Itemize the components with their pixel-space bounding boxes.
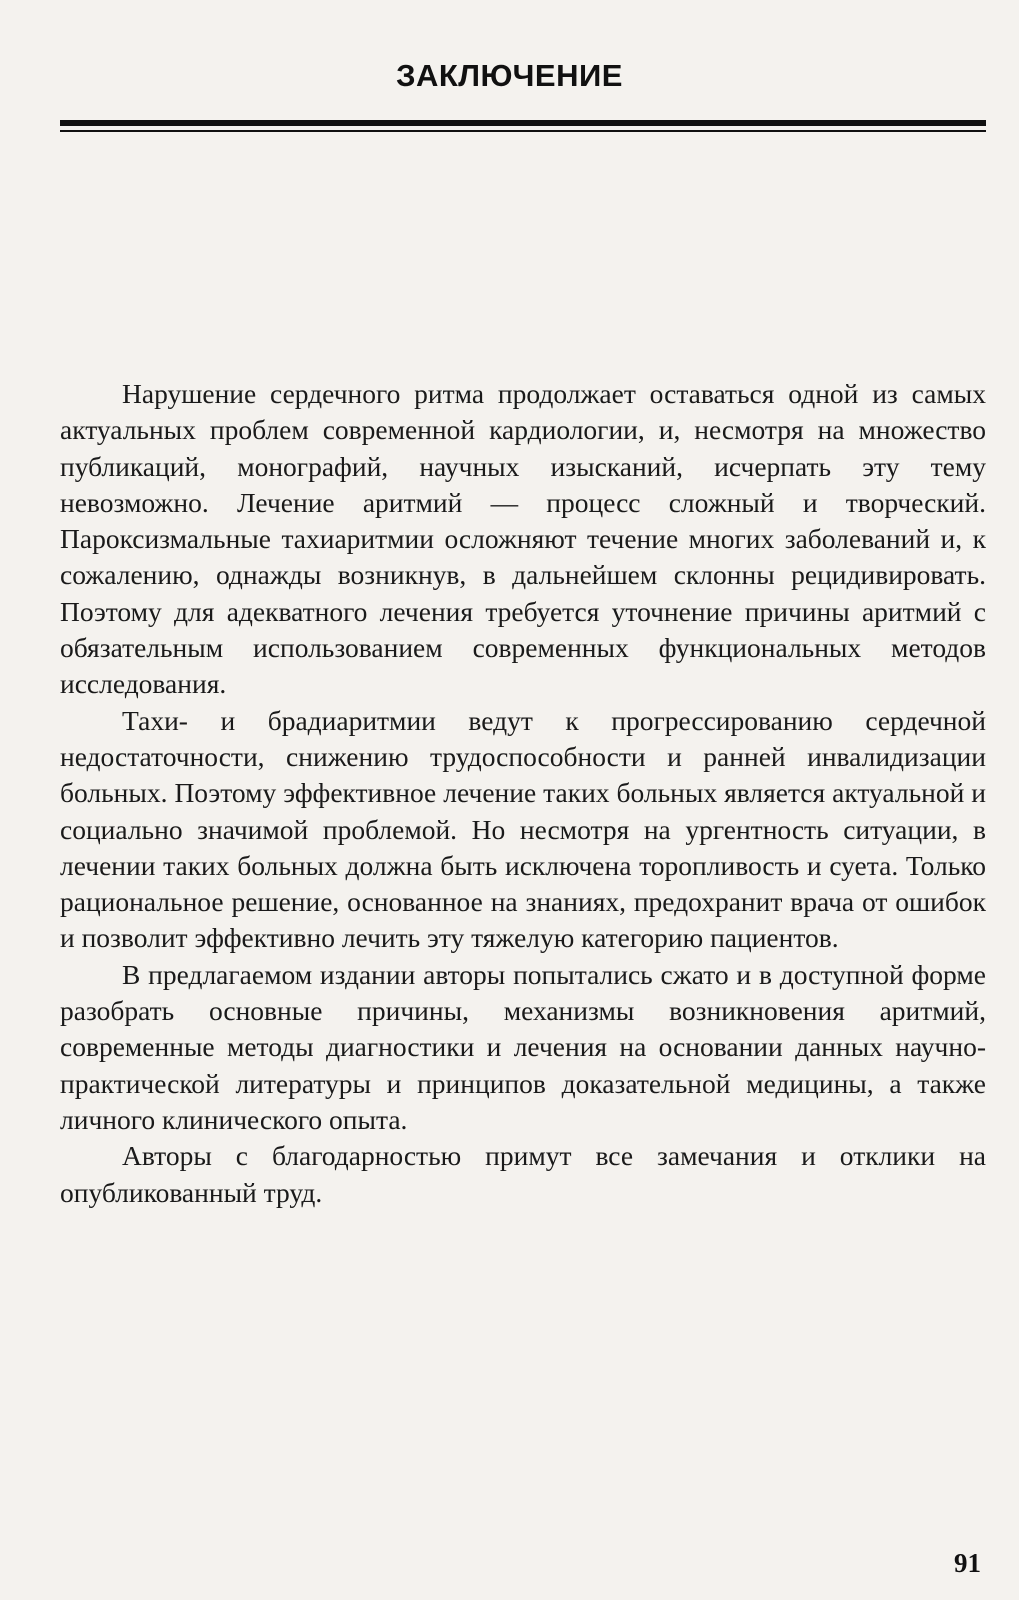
page-title: ЗАКЛЮЧЕНИЕ xyxy=(396,58,623,93)
title-rule-thick xyxy=(60,120,986,126)
title-rule-thin xyxy=(60,130,986,132)
paragraph: В предлагаемом издании авторы попытались сжато и в доступной форме разобрать основные причины, механизмы возникновения аритмий, современные методы диагностики и лечения на основании данных научно-практической литературы и принципов доказательной медицины, а также личного клинического опыта. xyxy=(60,958,986,1135)
page-number: 91 xyxy=(954,1548,981,1578)
paragraph: Нарушение сердечного ритма продолжает оставаться одной из самых актуальных проблем современной кардиологии, и, несмотря на множество публикаций, монографий, научных изысканий, исчерпать эту тему невозможно. Лечение аритмий — процесс сложный и творческий. Пароксизмальные тахиаритмии осложняют течение многих заболеваний и, к сожалению, однажды возникнув, в дальнейшем склонны рецидивировать. Поэтому для адекватного лечения требуется уточнение причины аритмий с обязательным использованием современных функциональных методов исследования. xyxy=(60,378,986,700)
paragraph: Авторы с благодарностью примут все замечания и отклики на опубликованный труд. xyxy=(60,1140,986,1208)
body-text xyxy=(60,376,986,1211)
paragraph: Тахи- и брадиаритмии ведут к прогрессированию сердечной недостаточности, снижению трудоспособности и ранней инвалидизации больных. Поэтому эффективное лечение таких больных является актуальной и социально значимой проблемой. Но несмотря на ургентность ситуации, в лечении таких больных должна быть исключена торопливость и суета. Только рациональное решение, основанное на знаниях, предохранит врача от ошибок и позволит эффективно лечить эту тяжелую категорию пациентов. xyxy=(60,704,986,954)
